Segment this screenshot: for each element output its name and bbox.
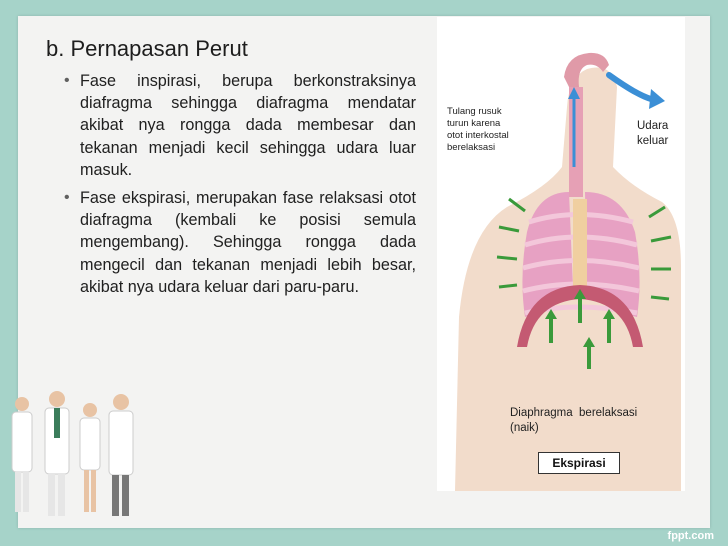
label-ribs-line: Tulang rusuk (447, 106, 502, 117)
caption-ekspirasi: Ekspirasi (538, 452, 620, 474)
doctor-figure (12, 397, 32, 512)
bullet-inspirasi: • Fase inspirasi, berupa berkonstraksinya diafragma sehingga diafragma mendatar akibat nya rongga dada membesar dan tekanan menjadi kecil sehingga udara luar masuk. (80, 70, 416, 181)
nurse-figure (80, 403, 100, 512)
windpipe (569, 87, 583, 197)
sternum (573, 199, 587, 299)
label-air-line: Udara (637, 120, 669, 132)
slide-title: b. Pernapasan Perut (46, 36, 248, 61)
label-air (637, 119, 668, 149)
label-diaphragm (510, 406, 637, 436)
footer-brand: fppt.com (667, 530, 714, 542)
doctor-figure (45, 391, 69, 516)
bullet-list (80, 70, 416, 304)
bullet-ekspirasi: • Fase ekspirasi, merupakan fase relaksasi otot diafragma (kembali ke posisi semula mengembang). Sehingga rongga dada mengecil dan tekanan menjadi lebih besar, akibat nya udara keluar dari paru-paru. (80, 187, 416, 298)
label-ribs-line: otot interkostal (447, 130, 509, 141)
medical-staff-illustration (0, 384, 140, 529)
label-ribs-line: berelaksasi (447, 142, 496, 153)
label-air-line: keluar (637, 135, 669, 147)
label-ribs-line: turun karena (447, 118, 501, 129)
label-diaphragm-line: (naik) (510, 422, 539, 434)
doctor-figure (109, 394, 133, 516)
label-ribs (447, 106, 509, 154)
label-diaphragm-line: Diaphragma berelaksasi (510, 407, 638, 419)
